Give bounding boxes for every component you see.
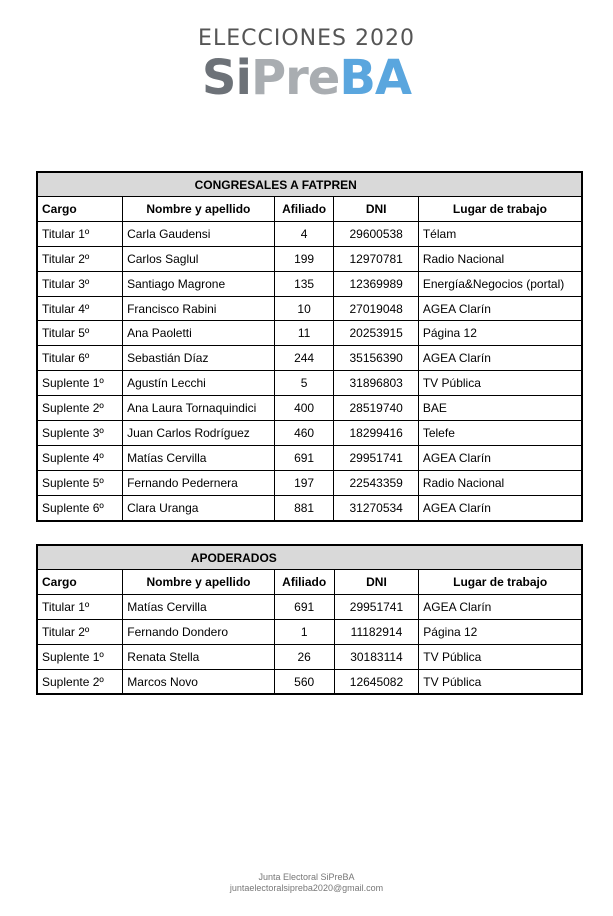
table-row	[37, 644, 582, 669]
table-cell: Francisco Rabini	[123, 296, 275, 321]
table-cell: Matías Cervilla	[123, 445, 275, 470]
table-cell: 11182914	[334, 619, 419, 644]
column-header: Lugar de trabajo	[418, 197, 582, 222]
table-cell: Ana Paoletti	[123, 321, 275, 346]
table-cell: Radio Nacional	[418, 470, 582, 495]
table-cell: Ana Laura Tornaquindici	[123, 396, 275, 421]
logo-part-si: Si	[201, 50, 251, 106]
table-cell: Titular 4º	[37, 296, 123, 321]
document-footer	[0, 872, 613, 894]
table-cell: 27019048	[334, 296, 418, 321]
table-cell: 460	[274, 421, 334, 446]
table-cell: Agustín Lecchi	[123, 371, 275, 396]
table-cell: 691	[274, 594, 334, 619]
table-cell: Suplente 1º	[37, 644, 123, 669]
table-title-spacer	[37, 172, 123, 197]
table-cell: Página 12	[419, 619, 582, 644]
table-cell: Titular 6º	[37, 346, 123, 371]
table-cell: 29600538	[334, 221, 418, 246]
table-cell: AGEA Clarín	[418, 296, 582, 321]
table-cell: 31896803	[334, 371, 418, 396]
table-title-row	[37, 545, 582, 570]
congresales-body	[37, 172, 582, 521]
apoderados-table	[36, 544, 583, 695]
table-cell: 244	[274, 346, 334, 371]
column-header: Afiliado	[274, 570, 334, 595]
table-row	[37, 296, 582, 321]
table-cell: 12369989	[334, 271, 418, 296]
table-cell: 4	[274, 221, 334, 246]
table-cell: AGEA Clarín	[418, 346, 582, 371]
table-cell: Titular 5º	[37, 321, 123, 346]
footer-email: juntaelectoralsipreba2020@gmail.com	[229, 883, 384, 893]
column-header: Lugar de trabajo	[419, 570, 582, 595]
table-row	[37, 371, 582, 396]
footer-junta: Junta Electoral SiPreBA	[258, 872, 355, 882]
table-cell: Clara Uranga	[123, 495, 275, 520]
table-cell: 29951741	[334, 594, 419, 619]
sipreba-logo	[0, 50, 613, 106]
table-row	[37, 421, 582, 446]
table-row	[37, 396, 582, 421]
congresales-table	[36, 171, 583, 522]
column-header: Nombre y apellido	[123, 570, 274, 595]
table-cell: Suplente 1º	[37, 371, 123, 396]
table-row	[37, 246, 582, 271]
table-cell: 12645082	[334, 669, 419, 694]
table-cell: 400	[274, 396, 334, 421]
elections-subtitle: ELECCIONES 2020	[198, 26, 415, 51]
table-cell: Marcos Novo	[123, 669, 274, 694]
table-cell: Suplente 3º	[37, 421, 123, 446]
table-title: APODERADOS	[123, 545, 582, 570]
table-cell: 12970781	[334, 246, 418, 271]
table-cell: Matías Cervilla	[123, 594, 274, 619]
table-row	[37, 346, 582, 371]
column-header: Cargo	[37, 197, 123, 222]
table-cell: TV Pública	[419, 644, 582, 669]
table-cell: Suplente 4º	[37, 445, 123, 470]
table-cell: 199	[274, 246, 334, 271]
table-cell: 22543359	[334, 470, 418, 495]
table-cell: 5	[274, 371, 334, 396]
table-row	[37, 619, 582, 644]
table-cell: Santiago Magrone	[123, 271, 275, 296]
logo-part-pre: Pre	[250, 50, 340, 106]
table-row	[37, 321, 582, 346]
table-row	[37, 221, 582, 246]
table-cell: 691	[274, 445, 334, 470]
table-cell: 1	[274, 619, 334, 644]
table-cell: Juan Carlos Rodríguez	[123, 421, 275, 446]
table-title-row	[37, 172, 582, 197]
table-cell: Página 12	[418, 321, 582, 346]
table-cell: TV Pública	[419, 669, 582, 694]
table-title-spacer	[37, 545, 123, 570]
table-cell: 31270534	[334, 495, 418, 520]
table-cell: Radio Nacional	[418, 246, 582, 271]
table-cell: Fernando Dondero	[123, 619, 274, 644]
table-cell: Renata Stella	[123, 644, 274, 669]
table-cell: AGEA Clarín	[419, 594, 582, 619]
table-cell: Carla Gaudensi	[123, 221, 275, 246]
table-cell: 135	[274, 271, 334, 296]
table-cell: 10	[274, 296, 334, 321]
table-title: CONGRESALES A FATPREN	[123, 172, 582, 197]
table-cell: Suplente 2º	[37, 396, 123, 421]
column-header: Afiliado	[274, 197, 334, 222]
table-row	[37, 445, 582, 470]
table-cell: Titular 3º	[37, 271, 123, 296]
table-cell: 197	[274, 470, 334, 495]
table-cell: Telefe	[418, 421, 582, 446]
table-cell: Titular 1º	[37, 221, 123, 246]
table-cell: 560	[274, 669, 334, 694]
table-cell: TV Pública	[418, 371, 582, 396]
table-row	[37, 495, 582, 520]
column-header: Nombre y apellido	[123, 197, 275, 222]
table-row	[37, 669, 582, 694]
table-cell: Télam	[418, 221, 582, 246]
table-header-row	[37, 570, 582, 595]
table-cell: 28519740	[334, 396, 418, 421]
table-cell: Sebastián Díaz	[123, 346, 275, 371]
table-row	[37, 271, 582, 296]
table-row	[37, 470, 582, 495]
table-cell: 30183114	[334, 644, 419, 669]
logo-part-ba: BA	[339, 50, 412, 106]
table-cell: Suplente 6º	[37, 495, 123, 520]
table-cell: Energía&Negocios (portal)	[418, 271, 582, 296]
table-cell: AGEA Clarín	[418, 445, 582, 470]
table-header-row	[37, 197, 582, 222]
table-cell: 881	[274, 495, 334, 520]
table-cell: Titular 2º	[37, 619, 123, 644]
table-cell: 29951741	[334, 445, 418, 470]
table-row	[37, 594, 582, 619]
table-cell: Fernando Pedernera	[123, 470, 275, 495]
table-cell: 20253915	[334, 321, 418, 346]
table-cell: Titular 1º	[37, 594, 123, 619]
column-header: DNI	[334, 197, 418, 222]
table-cell: 35156390	[334, 346, 418, 371]
table-cell: 11	[274, 321, 334, 346]
table-cell: Titular 2º	[37, 246, 123, 271]
table-cell: Suplente 5º	[37, 470, 123, 495]
table-cell: Suplente 2º	[37, 669, 123, 694]
table-cell: Carlos Saglul	[123, 246, 275, 271]
document-header	[0, 26, 613, 106]
table-cell: 18299416	[334, 421, 418, 446]
apoderados-body	[37, 545, 582, 694]
table-cell: AGEA Clarín	[418, 495, 582, 520]
column-header: DNI	[334, 570, 419, 595]
column-header: Cargo	[37, 570, 123, 595]
table-cell: 26	[274, 644, 334, 669]
table-cell: BAE	[418, 396, 582, 421]
